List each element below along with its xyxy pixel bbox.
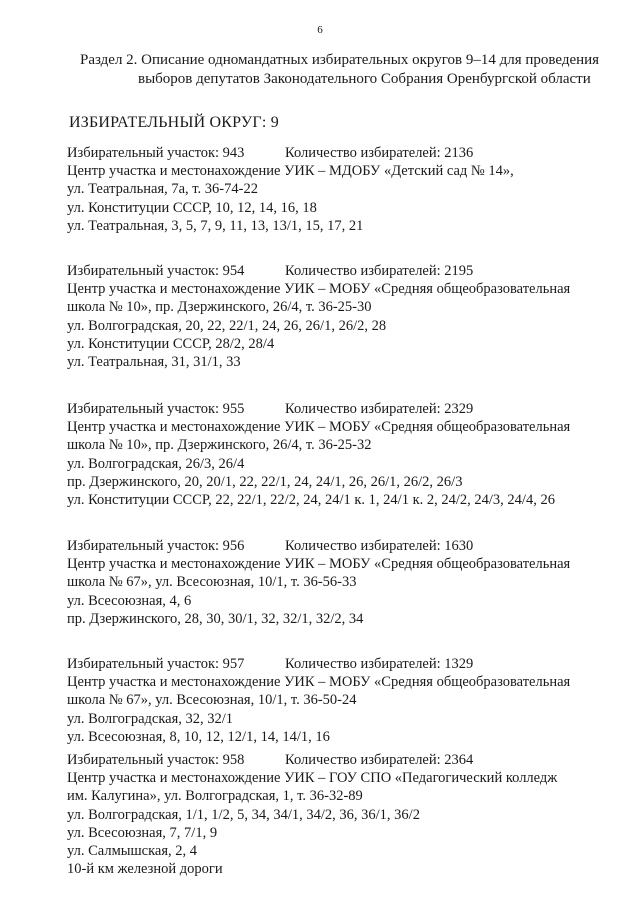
precinct-address-line: 10-й км железной дороги [67, 861, 223, 878]
precinct-address-line: ул. Салмышская, 2, 4 [67, 843, 198, 860]
page-number: 6 [317, 24, 323, 36]
precinct-name: Избирательный участок: 957 [67, 656, 245, 672]
precinct-address-line: ул. Волгоградская, 1/1, 1/2, 5, 34, 34/1, 34/2, 36, 36/1, 36/2 [67, 806, 420, 823]
heading-line-2: выборов депутатов Законодательного Собрания Оренбургской области [138, 71, 591, 87]
precinct-address-line: школа № 10», пр. Дзержинского, 26/4, т. 36-25-30 [67, 299, 372, 316]
voter-count: Количество избирателей: 2329 [285, 401, 474, 417]
precinct-address-line: ул. Волгоградская, 26/3, 26/4 [67, 455, 245, 472]
precinct-address-line: ул. Всесоюзная, 4, 6 [67, 592, 192, 609]
precinct-address-line: школа № 67», ул. Всесоюзная, 10/1, т. 36-50-24 [67, 692, 357, 709]
precinct-name: Избирательный участок: 955 [67, 401, 245, 417]
precinct-center: Центр участка и местонахождение УИК – МОБУ «Средняя общеобразовательная [67, 674, 571, 691]
precinct-address-line: ул. Конституции СССР, 28/2, 28/4 [67, 335, 275, 352]
precinct-address-line: пр. Дзержинского, 20, 20/1, 22, 22/1, 24, 24/1, 26, 26/1, 26/2, 26/3 [67, 473, 463, 490]
precinct-address-line: пр. Дзержинского, 28, 30, 30/1, 32, 32/1, 32/2, 34 [67, 610, 364, 627]
precinct-block [67, 537, 627, 628]
district-label: ИЗБИРАТЕЛЬНЫЙ ОКРУГ [69, 114, 262, 131]
precinct-address-line: ул. Всесоюзная, 8, 10, 12, 12/1, 14, 14/1, 16 [67, 728, 330, 745]
precinct-address-line: школа № 67», ул. Всесоюзная, 10/1, т. 36-56-33 [67, 574, 357, 591]
precinct-name: Избирательный участок: 958 [67, 752, 245, 768]
precinct-block [67, 751, 627, 878]
precinct-address-line: ул. Конституции СССР, 22, 22/1, 22/2, 24, 24/1 к. 1, 24/1 к. 2, 24/2, 24/3, 24/4, 26 [67, 492, 555, 509]
precinct-address-line: ул. Волгоградская, 32, 32/1 [67, 710, 234, 727]
precinct-address-line: им. Калугина», ул. Волгоградская, 1, т. 36-32-89 [67, 788, 363, 805]
district-number: : 9 [261, 114, 279, 131]
precinct-block [67, 400, 627, 509]
precinct-center: Центр участка и местонахождение УИК – МОБУ «Средняя общеобразовательная [67, 281, 571, 298]
voter-count: Количество избирателей: 2364 [285, 752, 474, 768]
precinct-address-line: ул. Всесоюзная, 7, 7/1, 9 [67, 824, 218, 841]
heading-line-1: Раздел 2. Описание одномандатных избирательных округов 9–14 для проведения [80, 52, 600, 68]
precinct-name: Избирательный участок: 943 [67, 145, 245, 161]
voter-count: Количество избирателей: 1329 [285, 656, 474, 672]
precinct-block [67, 262, 627, 371]
precinct-block [67, 144, 627, 235]
precinct-name: Избирательный участок: 954 [67, 263, 245, 279]
precinct-address-line: ул. Волгоградская, 20, 22, 22/1, 24, 26, 26/1, 26/2, 28 [67, 317, 387, 334]
precinct-center: Центр участка и местонахождение УИК – МОБУ «Средняя общеобразовательная [67, 419, 571, 436]
precinct-center: Центр участка и местонахождение УИК – МДОБУ «Детский сад № 14», [67, 163, 514, 180]
precinct-address-line: ул. Конституции СССР, 10, 12, 14, 16, 18 [67, 199, 317, 216]
voter-count: Количество избирателей: 2136 [285, 145, 474, 161]
voter-count: Количество избирателей: 1630 [285, 538, 474, 554]
precinct-address-line: ул. Театральная, 7а, т. 36-74-22 [67, 181, 258, 198]
voter-count: Количество избирателей: 2195 [285, 263, 474, 279]
precinct-block [67, 655, 627, 746]
precinct-center: Центр участка и местонахождение УИК – ГОУ СПО «Педагогический колледж [67, 770, 558, 787]
precinct-address-line: школа № 10», пр. Дзержинского, 26/4, т. 36-25-32 [67, 437, 372, 454]
precinct-name: Избирательный участок: 956 [67, 538, 245, 554]
section-heading [80, 51, 610, 89]
district-title [69, 114, 279, 132]
precinct-address-line: ул. Театральная, 31, 31/1, 33 [67, 354, 241, 371]
precinct-center: Центр участка и местонахождение УИК – МОБУ «Средняя общеобразовательная [67, 556, 571, 573]
precinct-address-line: ул. Театральная, 3, 5, 7, 9, 11, 13, 13/1, 15, 17, 21 [67, 217, 364, 234]
